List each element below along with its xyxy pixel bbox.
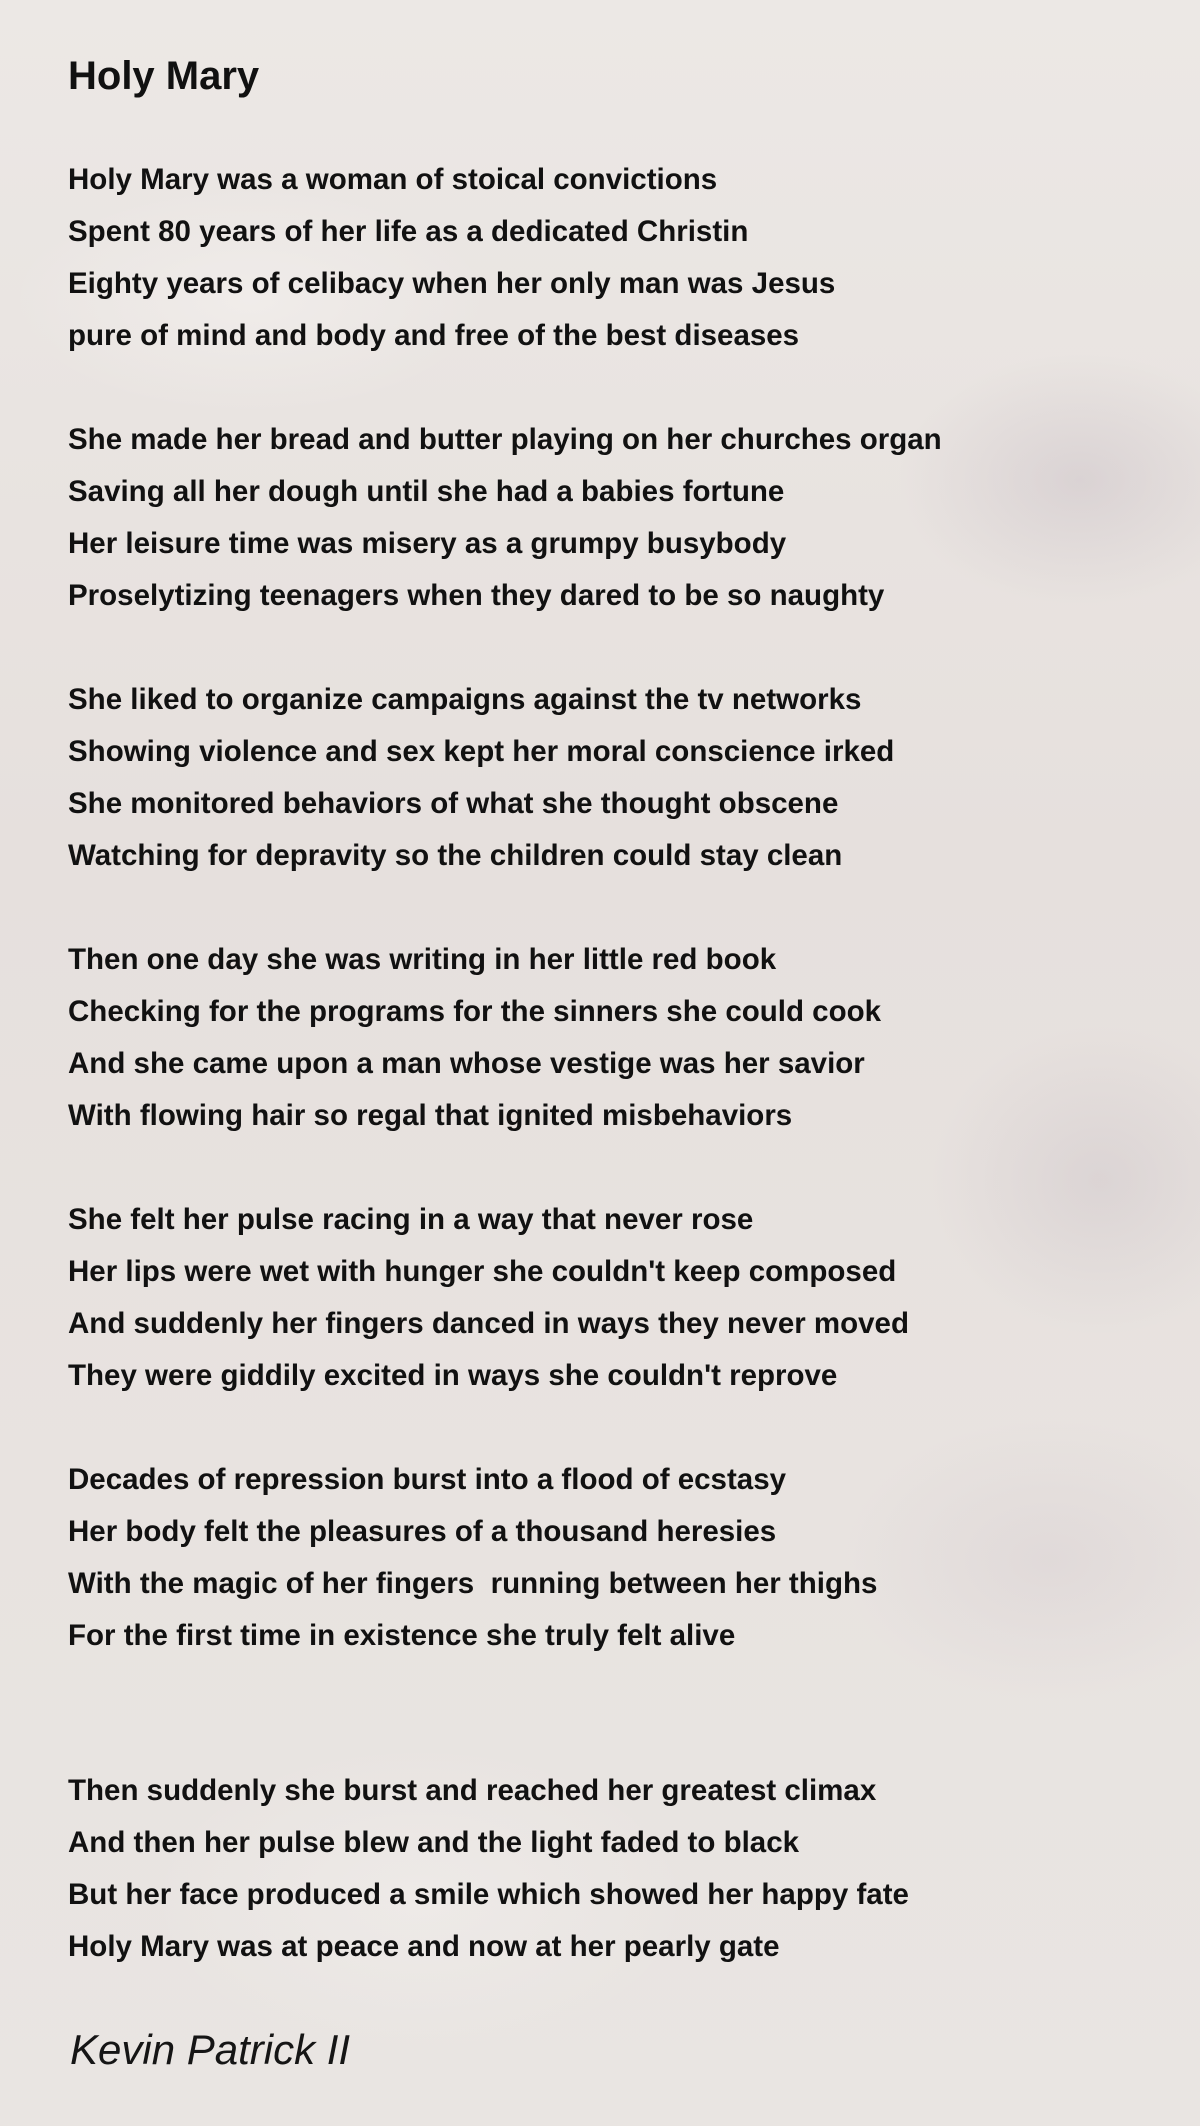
poem-line: They were giddily excited in ways she couldn't reprove (68, 1359, 838, 1392)
stanza-3 (68, 674, 894, 882)
poem-author: Kevin Patrick II (70, 2026, 351, 2073)
poem-line: Her body felt the pleasures of a thousand heresies (68, 1515, 777, 1548)
poem-line: She felt her pulse racing in a way that never rose (68, 1203, 754, 1236)
poem-line: Holy Mary was a woman of stoical convictions (68, 163, 718, 196)
poem-line: Saving all her dough until she had a babies fortune (68, 475, 785, 508)
stanza-7 (68, 1765, 909, 1973)
poem-line: Watching for depravity so the children could stay clean (68, 839, 843, 872)
poem-line: Her lips were wet with hunger she couldn't keep composed (68, 1255, 897, 1288)
stanza-5 (68, 1194, 909, 1402)
poem-line: Decades of repression burst into a flood of ecstasy (68, 1463, 787, 1496)
poem-line: Proselytizing teenagers when they dared to be so naughty (68, 579, 885, 612)
poem-line: For the first time in existence she truly felt alive (68, 1619, 736, 1652)
poem-line: She liked to organize campaigns against the tv networks (68, 683, 862, 716)
poem-line: Eighty years of celibacy when her only man was Jesus (68, 267, 836, 300)
poem-line: pure of mind and body and free of the best diseases (68, 319, 800, 352)
poem-line: She made her bread and butter playing on her churches organ (68, 423, 942, 456)
poem-line: Her leisure time was misery as a grumpy busybody (68, 527, 787, 560)
poem-line: Showing violence and sex kept her moral conscience irked (68, 735, 895, 768)
poem-line: But her face produced a smile which showed her happy fate (68, 1878, 909, 1911)
poem-line: Then one day she was writing in her little red book (68, 943, 777, 976)
poem-line: And she came upon a man whose vestige was her savior (68, 1047, 865, 1080)
poem-line: With the magic of her fingers running between her thighs (68, 1567, 878, 1600)
poem-title: Holy Mary (68, 54, 260, 98)
poem-line: Checking for the programs for the sinners she could cook (68, 995, 882, 1028)
poem-line: Holy Mary was at peace and now at her pearly gate (68, 1930, 780, 1963)
stanza-4 (68, 934, 881, 1142)
stanza-1 (68, 154, 835, 362)
poem-line: And then her pulse blew and the light faded to black (68, 1826, 800, 1859)
poem-line: And suddenly her fingers danced in ways they never moved (68, 1307, 909, 1340)
poem-line: With flowing hair so regal that ignited misbehaviors (68, 1099, 793, 1132)
stanza-2 (68, 414, 942, 622)
stanza-6 (68, 1454, 877, 1662)
poem-line: Spent 80 years of her life as a dedicated Christin (68, 215, 749, 248)
poem-line: Then suddenly she burst and reached her greatest climax (68, 1774, 877, 1807)
poem-line: She monitored behaviors of what she thought obscene (68, 787, 839, 820)
